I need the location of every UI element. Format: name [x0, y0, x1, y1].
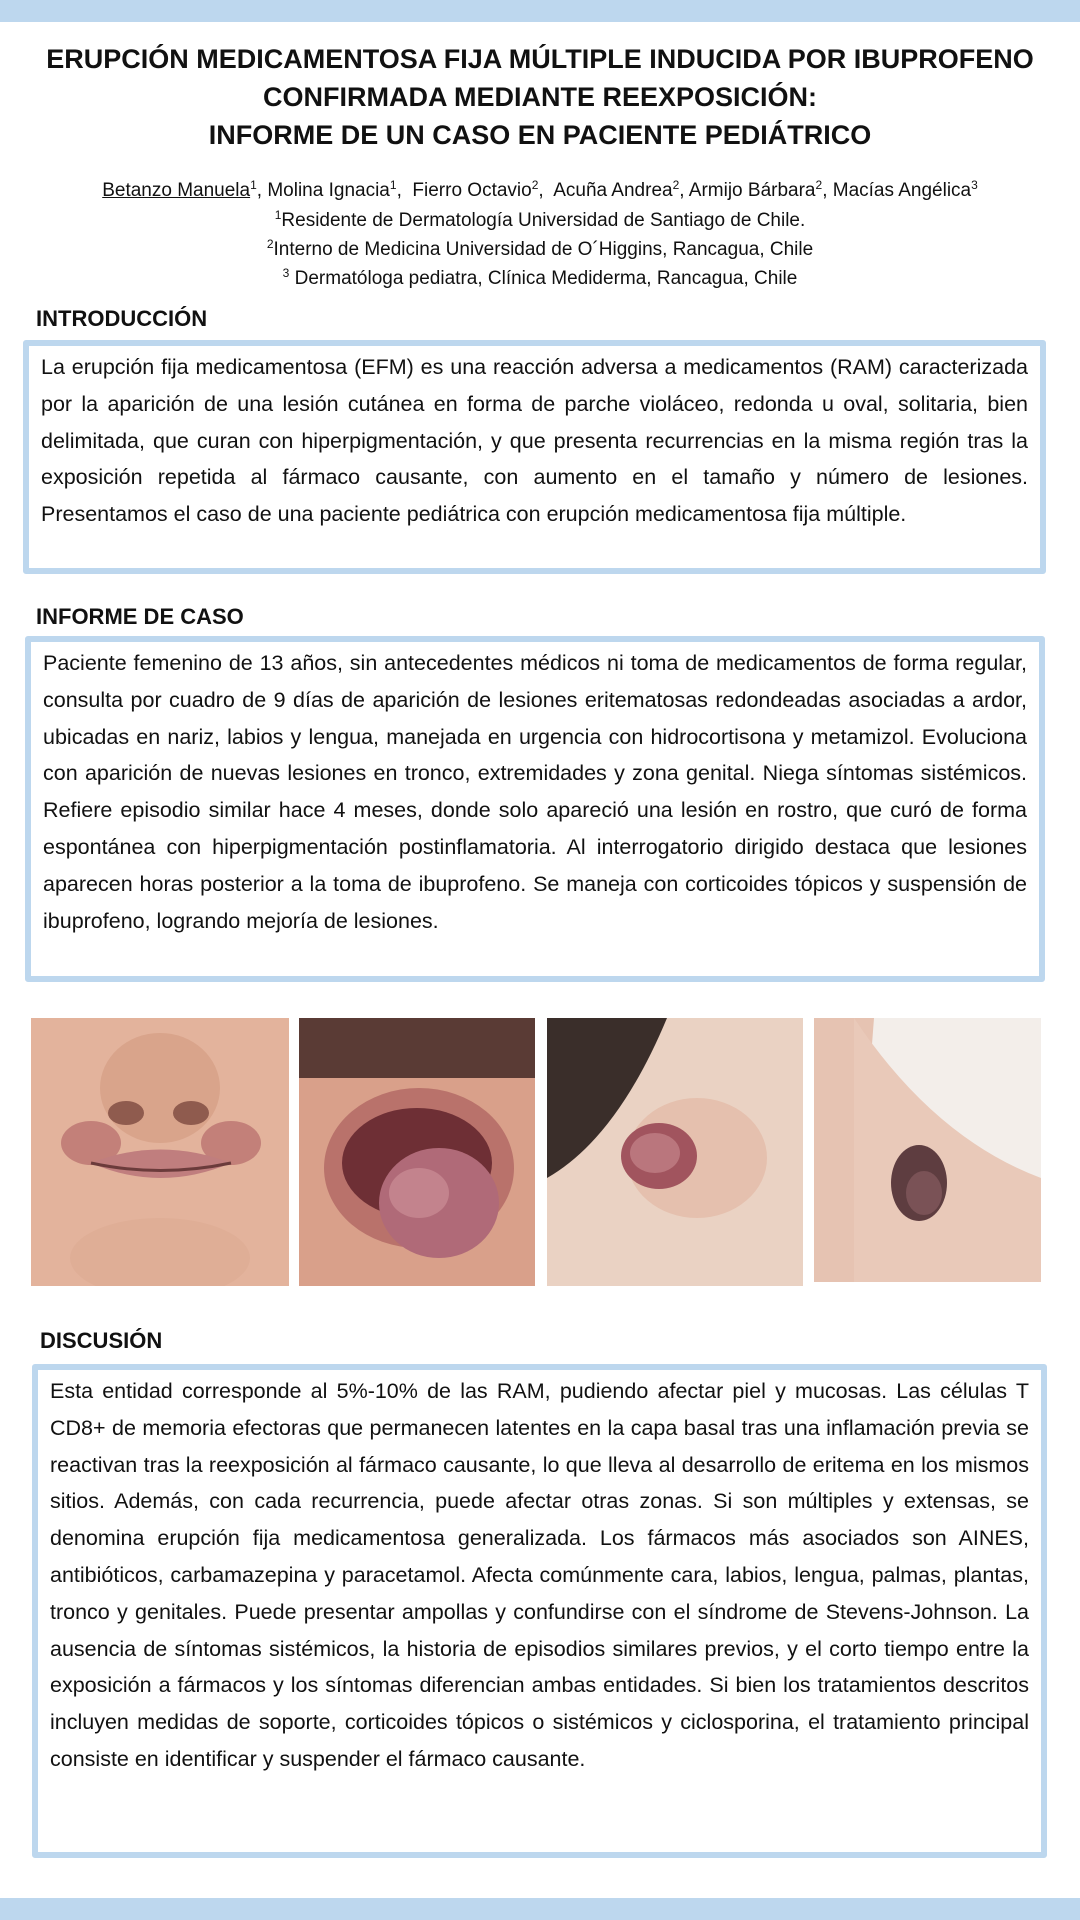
affiliation-sup: 3: [282, 266, 290, 280]
author-name: Fierro Octavio: [412, 180, 532, 201]
text-caso: Paciente femenino de 13 años, sin antecedentes médicos ni toma de medicamentos de forma regular, consulta por cuadro de 9 días de aparición de lesiones eritematosas redondeadas asociadas a ardor, ubicadas en nariz, labios y lengua, manejada en urgencia con hidrocortisona y metamizol. Evoluciona con aparición de nuevas lesiones en tronco, extremidades y zona genital. Niega síntomas sistémicos. Refiere episodio similar hace 4 meses, donde solo apareció una lesión en rostro, que curó de forma espontánea con hiperpigmentación postinflamatoria. Al interrogatorio dirigido destaca que lesiones aparecen horas posterior a la toma de ibuprofeno. Se maneja con corticoides tópicos y suspensión de ibuprofeno, logrando mejoría de lesiones.: [43, 651, 1027, 933]
heading-discusion: DISCUSIÓN: [40, 1328, 163, 1353]
author-name: Macías Angélica: [832, 180, 972, 201]
top-accent-bar: [0, 0, 1080, 22]
title-line-3: INFORME DE UN CASO EN PACIENTE PEDIÁTRICO: [208, 120, 872, 150]
author-sup: 2: [672, 178, 680, 192]
author-name: Acuña Andrea: [553, 180, 673, 201]
clinical-photos: [0, 1018, 1080, 1286]
author-list: Betanzo Manuela$^1$, Molina Ignacia$^1$, Fierro Octavio$^2$, Acuña Andrea$^2$, Armijo Bárbara$^2$, Macías Angélica$^3$: [102, 178, 978, 201]
affiliation-3: [40, 264, 1040, 293]
affiliation-text: Residente de Dermatología Universidad de Santiago de Chile.: [281, 210, 806, 231]
box-introduccion: [23, 340, 1046, 574]
text-discusion: Esta entidad corresponde al 5%-10% de las RAM, pudiendo afectar piel y mucosas. Las células T CD8+ de memoria efectoras que permanecen latentes en la capa basal tras una inflamación previa se reactivan tras la reexposición al fármaco causante, lo que lleva al desarrollo de eritema en los mismos sitios. Además, con cada recurrencia, puede afectar otras zonas. Si son múltiples y extensas, se denomina erupción fija medicamentosa generalizada. Los fármacos más asociados son AINES, antibióticos, carbamazepina y paracetamol. Afecta comúnmente cara, labios, lengua, palmas, plantas, tronco y genitales. Puede presentar ampollas y confundirse con el síndrome de Stevens-Johnson. La ausencia de síntomas sistémicos, la historia de episodios similares previos, y el corto tiempo entre la exposición a fármacos y los síntomas diferencian ambas entidades. Si bien los tratamientos descritos incluyen medidas de soporte, corticoides tópicos o sistémicos y ciclosporina, el tratamiento principal consiste en identificar y suspender el fármaco causante.: [50, 1379, 1029, 1771]
affiliation-sup: 1: [274, 208, 282, 222]
title-line-1: ERUPCIÓN MEDICAMENTOSA FIJA MÚLTIPLE INDUCIDA POR IBUPROFENO: [46, 44, 1034, 74]
box-caso: [25, 636, 1045, 982]
title-line-2: CONFIRMADA MEDIANTE REEXPOSICIÓN:: [262, 82, 817, 112]
poster-title: [30, 40, 1050, 154]
author-sup: 2: [531, 178, 539, 192]
author-name: Armijo Bárbara: [688, 180, 816, 201]
heading-introduccion: INTRODUCCIÓN: [36, 306, 208, 331]
photo-face-lips: [31, 1018, 289, 1286]
affiliation-1: [40, 206, 1040, 235]
affiliation-text: Interno de Medicina Universidad de O´Higgins, Rancagua, Chile: [273, 239, 814, 260]
author-sup: 3: [971, 178, 978, 192]
affiliation-sup: 2: [266, 237, 274, 251]
author-name: Betanzo Manuela: [102, 180, 251, 201]
bottom-accent-bar: [0, 1898, 1080, 1920]
photo-axilla: [814, 1018, 1041, 1282]
heading-caso: INFORME DE CASO: [36, 604, 244, 629]
affiliation-text: Dermatóloga pediatra, Clínica Mediderma, Rancagua, Chile: [289, 268, 798, 289]
author-sup: 1: [389, 178, 397, 192]
photo-neck: [547, 1018, 803, 1286]
author-sup: 1: [250, 178, 257, 192]
box-discusion: [32, 1364, 1047, 1858]
author-name: Molina Ignacia: [267, 180, 390, 201]
text-introduccion: La erupción fija medicamentosa (EFM) es una reacción adversa a medicamentos (RAM) caracterizada por la aparición de una lesión cutánea en forma de parche violáceo, redonda u oval, solitaria, bien delimitada, que curan con hiperpigmentación, y que presenta recurrencias en la misma región tras la exposición repetida al fármaco causante, con aumento en el tamaño y número de lesiones. Presentamos el caso de una paciente pediátrica con erupción medicamentosa fija múltiple.: [41, 355, 1028, 527]
author-sup: 2: [815, 178, 823, 192]
photo-tongue: [299, 1018, 535, 1286]
affiliation-2: [40, 235, 1040, 264]
